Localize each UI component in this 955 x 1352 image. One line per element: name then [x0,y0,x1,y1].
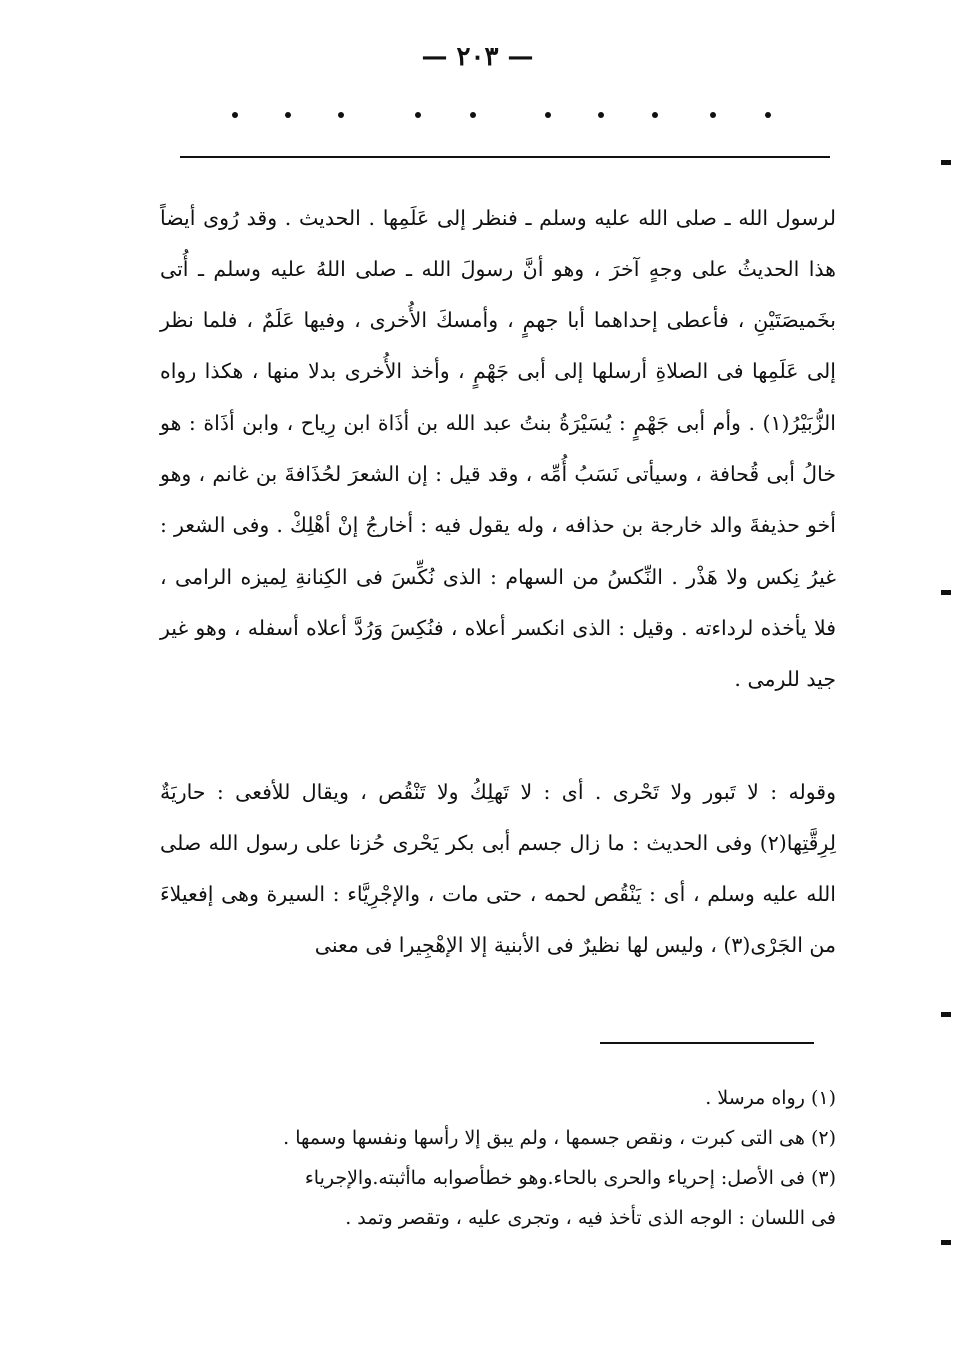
footnote-2: (٢) هى التى كبرت ، ونقص جسمها ، ولم يبق إلا رأسها ونفسها وسمها . [283,1127,836,1149]
footnote-rule [600,1042,814,1044]
margin-mark [941,1012,951,1017]
footnotes [160,1078,836,1238]
ornament-dot [285,112,291,118]
footnote-3: (٣) فى الأصل: إحرياء والحرى بالحاء.وهو خطأصوابه ماأثبته.والإجرياء [304,1167,836,1189]
ornament-dot [232,112,238,118]
ornament-dot [545,112,551,118]
page-number: — ٢٠٣ — [421,42,534,72]
ornament-dot [415,112,421,118]
margin-mark [941,590,951,595]
main-paragraph-2: وقوله : لا تَبور ولا تَحْرى . أى : لا تَهلِكُ ولا تَنْقُص ، ويقال للأفعى : حاريَةٌ لِرِقَّتِها(٢) وفى الحديث : ما زال جسم أبى بكر يَحْرى حُزنا على رسول الله صلى الله عليه وسلم ، أى : يَنْقُص لحمه ، حتى مات ، والإجْرِيَّاء : السيرة وهى إفعيلاءَ من الجَرْى(٣) ، وليس لها نظيرٌ فى الأبنية إلا الإهْجِيرا فى معنى [160,779,836,958]
header-rule [180,156,830,158]
ornament-dot [710,112,716,118]
ornament-dot [598,112,604,118]
margin-mark [941,160,951,165]
ornament-dot [338,112,344,118]
ornament-dot [765,112,771,118]
ornament-dots [210,112,770,142]
main-paragraph-1: لرسول الله ـ صلى الله عليه وسلم ـ فنظر إلى عَلَمِها . الحديث . وقد رُوى أيضاً هذا الحديثُ على وجهٍ آخرَ ، وهو أنَّ رسولَ الله ـ صلى اللهُ عليه وسلم ـ أُتى بخَميصَتَيْنِ ، فأعطى إحداهما أبا جهمٍ ، وأمسكَ الأُخرى ، وفيها عَلَمٌ ، فلما نظر إلى عَلَمِها فى الصلاةِ أرسلها إلى أبى جَهْمٍ ، وأخذ الأُخرى بدلا منها ، هكذا رواه الزُّبَيْرُ(١) . وأم أبى جَهْمٍ : يُسَيْرَةُ بنتُ عبد الله بن أذَاة ابن رِياح ، وابن أذَاة : هو خالُ أبى قُحافة ، وسيأتى نَسَبُ أُمِّه ، وقد قيل : إن الشعرَ لحُذَافةَ بن غانم ، وهو أخو حذيفةَ والد خارجة بن حذافه ، وله يقول فيه : أخارجُ إنْ أهْلِكْ . وفى الشعر : غيرُ نِكس ولا هَذْر . النِّكسُ من السهام : الذى نُكِّسَ فى الكِنانةِ لِميزه الرامى ، فلا يأخذه لرداءته . وقيل : الذى انكسر أعلاه ، فنُكِسَ وَرُدَّ أعلاه أسفله ، وهو غير جيد للرمى . [160,205,836,692]
ornament-dot [470,112,476,118]
footnote-3-continued: فى اللسان : الوجه الذى تأخذ فيه ، وتجرى عليه ، وتقصر وتمد . [345,1207,836,1229]
footnote-1: (١) رواه مرسلا . [705,1087,836,1109]
ornament-dot [652,112,658,118]
margin-mark [941,1240,951,1245]
